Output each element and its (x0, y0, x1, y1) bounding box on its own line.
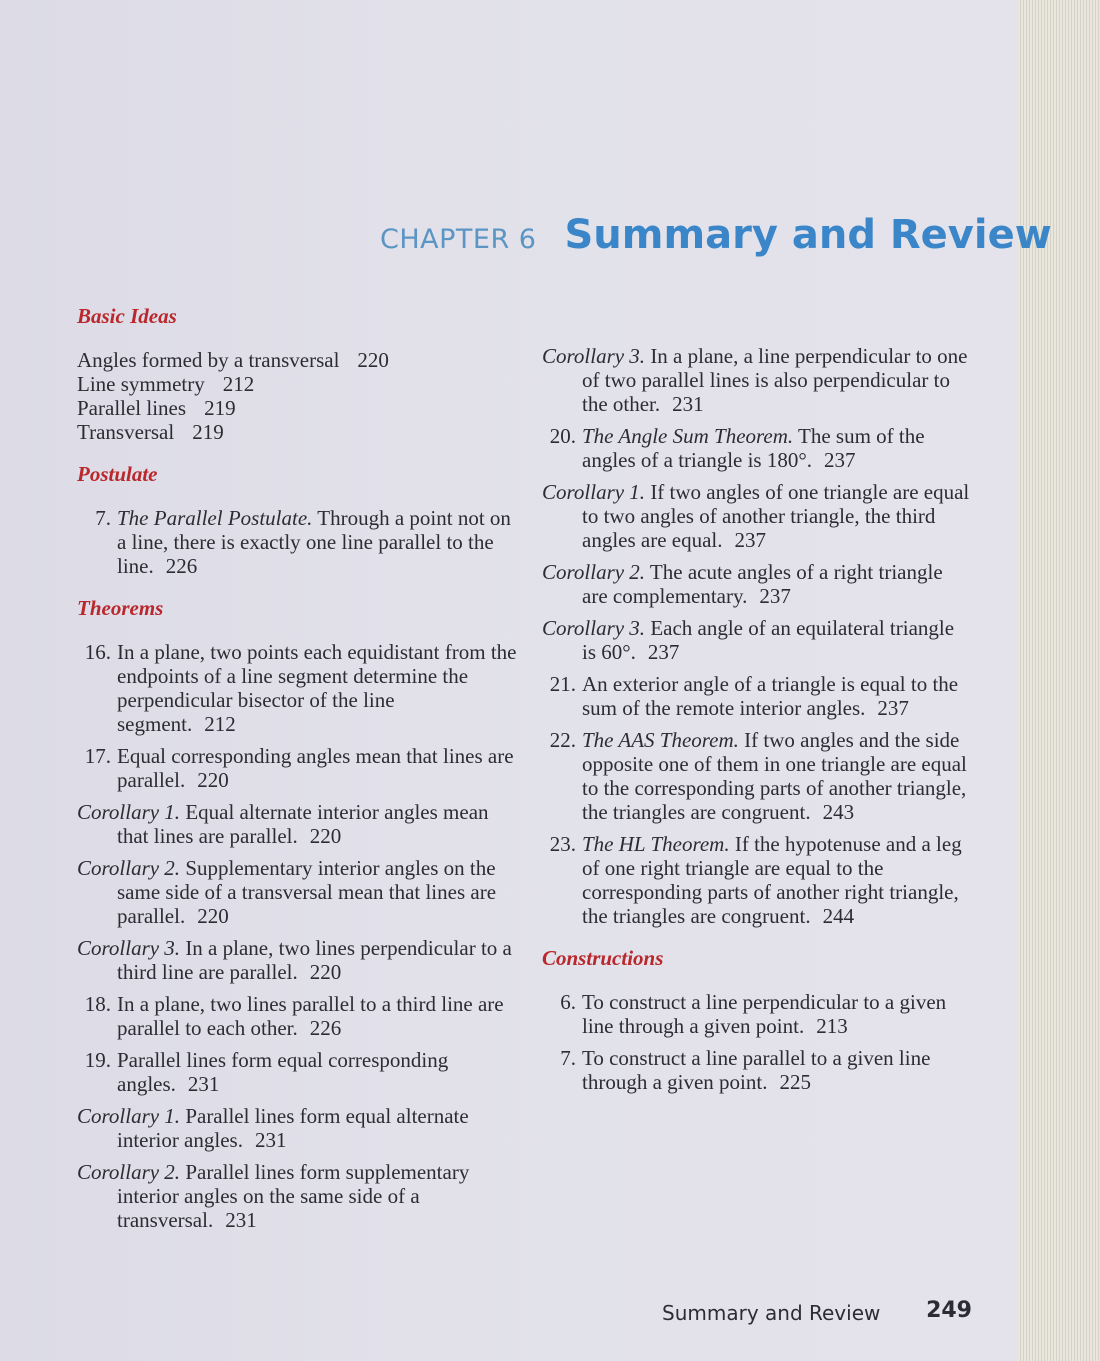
theorem-item: 20. The Angle Sum Theorem. The sum of the angles of a triangle is 180°. 237 (549, 424, 925, 472)
basic-idea-item: Transversal 219 (77, 420, 224, 444)
basic-idea-item: Angles formed by a transversal 220 (77, 348, 389, 372)
construction-item: 6. To construct a line perpendicular to a given line through a given point. 213 (560, 990, 947, 1038)
theorem-item: 21. An exterior angle of a triangle is equal to the sum of the remote interior angles. 237 (549, 672, 959, 720)
theorem-item: 16. In a plane, two points each equidistant from the endpoints of a line segment determine the perpendicular bisector of the line segment. 212 (84, 640, 517, 736)
basic-ideas-list (77, 348, 517, 444)
corollary-item: Corollary 1. Equal alternate interior angles mean that lines are parallel. 220 (77, 800, 489, 848)
page-number: 249 (926, 1298, 972, 1323)
corollary-item: Corollary 1. If two angles of one triangle are equal to two angles of another triangle, the third angles are equal. 237 (542, 480, 970, 552)
section-heading-basic-ideas: Basic Ideas (77, 304, 177, 328)
page-footer (662, 1298, 972, 1325)
page-title: Summary and Review (564, 212, 1052, 258)
chapter-header (380, 212, 1052, 258)
corollary-item: Corollary 2. Supplementary interior angles on the same side of a transversal mean that lines are parallel. 220 (77, 856, 497, 928)
theorem-item: 19. Parallel lines form equal corresponding angles. 231 (84, 1048, 449, 1096)
right-column (542, 344, 972, 1102)
chapter-label: CHAPTER 6 (380, 224, 537, 255)
left-column (77, 300, 517, 1240)
page-edge (1018, 0, 1100, 1361)
section-heading-constructions: Constructions (542, 946, 664, 970)
corollary-item: Corollary 3. In a plane, a line perpendicular to one of two parallel lines is also perpendicular to the other. 231 (542, 344, 968, 416)
corollary-item: Corollary 3. Each angle of an equilateral triangle is 60°. 237 (542, 616, 955, 664)
theorem-item: 18. In a plane, two lines parallel to a third line are parallel to each other. 226 (84, 992, 504, 1040)
construction-item: 7. To construct a line parallel to a given line through a given point. 225 (560, 1046, 931, 1094)
postulate-item: 7. The Parallel Postulate. Through a point not on a line, there is exactly one line parallel to the line. 226 (95, 506, 511, 578)
theorem-item: 17. Equal corresponding angles mean that lines are parallel. 220 (84, 744, 514, 792)
basic-idea-item: Line symmetry 212 (77, 372, 255, 396)
corollary-item: Corollary 2. The acute angles of a right triangle are complementary. 237 (542, 560, 943, 608)
section-heading-postulate: Postulate (77, 462, 158, 486)
theorem-item: 23. The HL Theorem. If the hypotenuse and a leg of one right triangle are equal to the corresponding parts of another right triangle, the triangles are congruent. 244 (549, 832, 962, 928)
theorem-item: 22. The AAS Theorem. If two angles and the side opposite one of them in one triangle are equal to the corresponding parts of another triangle, the triangles are congruent. 243 (549, 728, 967, 824)
section-heading-theorems: Theorems (77, 596, 164, 620)
corollary-item: Corollary 3. In a plane, two lines perpendicular to a third line are parallel. 220 (77, 936, 512, 984)
basic-idea-item: Parallel lines 219 (77, 396, 236, 420)
corollary-item: Corollary 2. Parallel lines form supplementary interior angles on the same side of a transversal. 231 (77, 1160, 470, 1232)
corollary-item: Corollary 1. Parallel lines form equal alternate interior angles. 231 (77, 1104, 469, 1152)
footer-title: Summary and Review (662, 1301, 881, 1325)
